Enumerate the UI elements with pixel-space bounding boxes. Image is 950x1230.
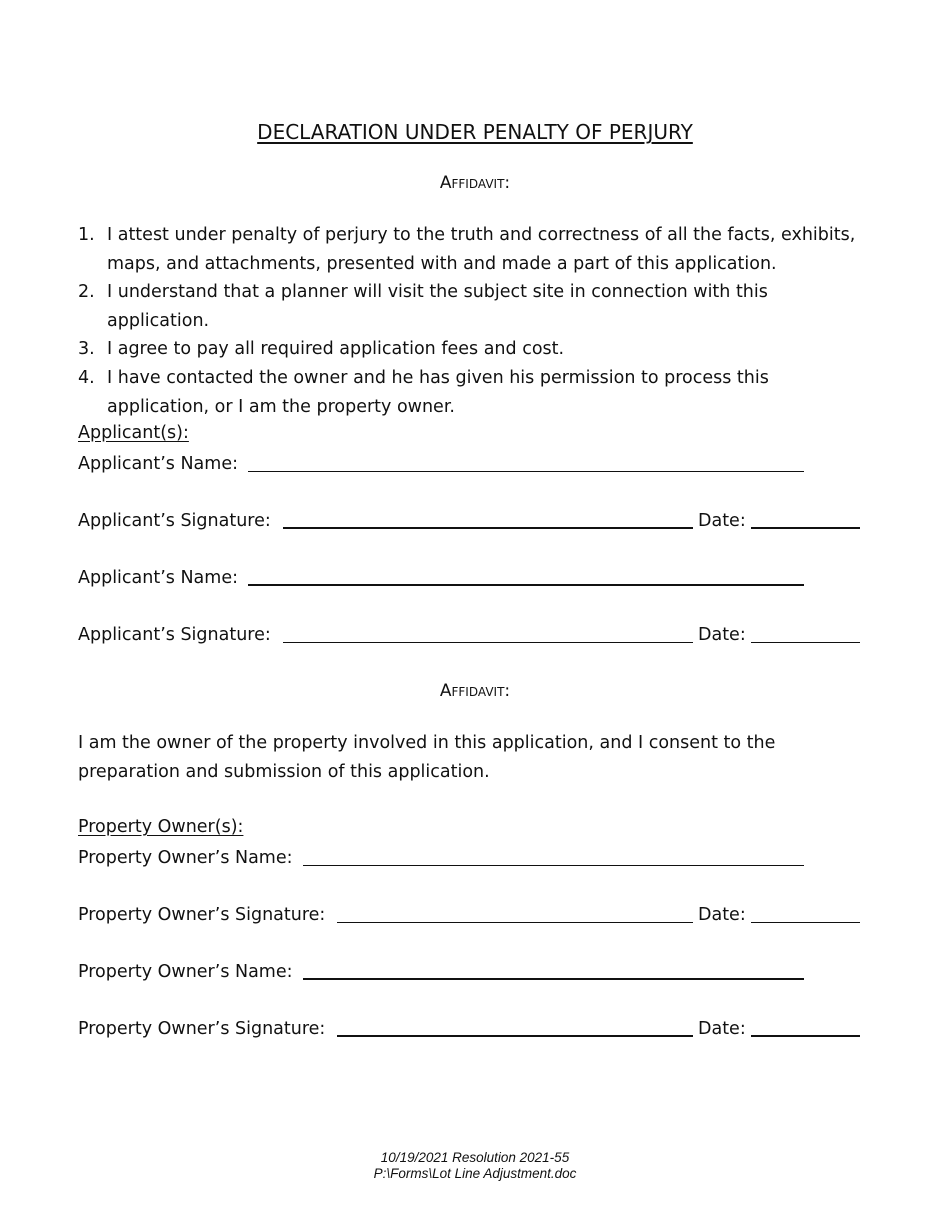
- date-label: Date:: [698, 1019, 746, 1039]
- list-item-number: 4.: [78, 367, 95, 388]
- applicant-2-date-field[interactable]: [751, 642, 860, 643]
- owner-1-date-field[interactable]: [751, 922, 860, 923]
- owner-2-date-field[interactable]: [751, 1035, 860, 1037]
- applicant-name-label: Applicant’s Name:: [78, 568, 238, 588]
- applicant-2-name-field[interactable]: [248, 584, 804, 586]
- owner-name-label: Property Owner’s Name:: [78, 848, 293, 868]
- applicant-2-signature-field[interactable]: [283, 642, 693, 643]
- owner-2-signature-field[interactable]: [337, 1035, 693, 1037]
- applicant-1-name-row: [78, 452, 808, 476]
- attestation-list: [78, 221, 873, 421]
- list-item-text: I have contacted the owner and he has given his permission to process this application, or I am the property owner.: [107, 367, 769, 417]
- owner-consent-text: I am the owner of the property involved in this application, and I consent to the preparation and submission of this application.: [78, 733, 776, 782]
- list-item-number: 1.: [78, 225, 95, 245]
- document-title: DECLARATION UNDER PENALTY OF PERJURY: [257, 120, 693, 144]
- owners-section-label: Property Owner(s):: [78, 817, 244, 837]
- owner-2-signature-row: [78, 1017, 868, 1041]
- applicant-1-date-field[interactable]: [751, 527, 860, 529]
- applicant-1-signature-field[interactable]: [283, 527, 693, 529]
- owner-1-name-field[interactable]: [303, 865, 804, 866]
- list-item: [78, 278, 873, 335]
- list-item-text: I attest under penalty of perjury to the truth and correctness of all the facts, exhibits, maps, and attachments, presented with and made a part of this application.: [107, 225, 856, 274]
- date-label: Date:: [698, 625, 746, 645]
- footer-resolution: 10/19/2021 Resolution 2021-55: [380, 1150, 570, 1165]
- list-item: [78, 364, 873, 421]
- affidavit-heading-applicant: Affidavit:: [439, 173, 511, 193]
- owner-name-label: Property Owner’s Name:: [78, 962, 293, 982]
- list-item: [78, 221, 873, 278]
- applicant-1-name-field[interactable]: [248, 471, 804, 472]
- list-item-number: 3.: [78, 339, 95, 360]
- owner-1-name-row: [78, 846, 808, 870]
- applicant-2-signature-row: [78, 623, 868, 647]
- applicant-2-name-row: [78, 566, 808, 590]
- applicants-section-label: Applicant(s):: [78, 423, 189, 443]
- list-item-text: I agree to pay all required application fees and cost.: [107, 339, 565, 360]
- owner-1-signature-field[interactable]: [337, 922, 693, 923]
- owner-1-signature-row: [78, 903, 868, 927]
- applicant-signature-label: Applicant’s Signature:: [78, 511, 271, 531]
- list-item: [78, 335, 873, 364]
- owner-signature-label: Property Owner’s Signature:: [78, 905, 326, 925]
- list-item-text: I understand that a planner will visit the subject site in connection with this application.: [107, 282, 768, 331]
- applicant-signature-label: Applicant’s Signature:: [78, 625, 271, 645]
- date-label: Date:: [698, 511, 746, 531]
- applicant-1-signature-row: [78, 509, 868, 533]
- affidavit-heading-owner: Affidavit:: [439, 681, 511, 701]
- owner-signature-label: Property Owner’s Signature:: [78, 1019, 326, 1039]
- applicant-name-label: Applicant’s Name:: [78, 454, 238, 474]
- footer-file-path: P:\Forms\Lot Line Adjustment.doc: [373, 1166, 577, 1181]
- owner-2-name-field[interactable]: [303, 978, 804, 980]
- document-footer: [0, 1150, 950, 1182]
- date-label: Date:: [698, 905, 746, 925]
- list-item-number: 2.: [78, 282, 95, 303]
- owner-2-name-row: [78, 960, 808, 984]
